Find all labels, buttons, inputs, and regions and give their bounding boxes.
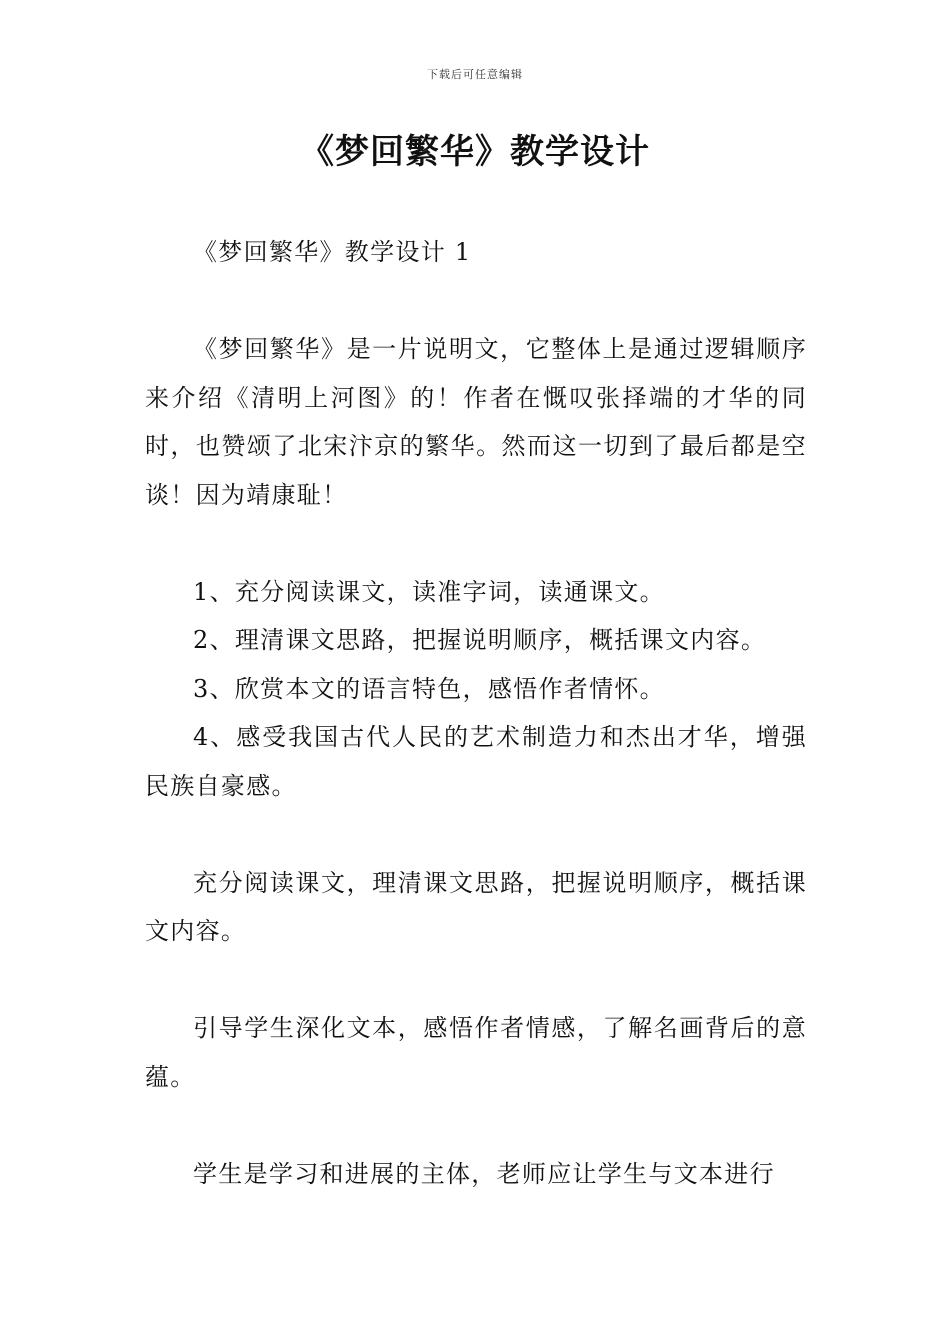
header-note: 下载后可任意编辑 [427, 68, 523, 81]
goal-item-4: 4、感受我国古代人民的艺术制造力和杰出才华，增强民族自豪感。 [145, 723, 807, 800]
goal-item-1: 1、充分阅读课文，读准字词，读通课文。 [193, 577, 665, 606]
section-subtitle: 《梦回繁华》教学设计 1 [193, 238, 472, 266]
method-paragraph: 学生是学习和进展的主体，老师应让学生与文本进行 [193, 1159, 775, 1188]
paragraph-gap [145, 810, 807, 859]
goal-item-3: 3、欣赏本文的语言特色，感悟作者情怀。 [193, 674, 665, 703]
paragraph-gap [145, 277, 807, 326]
document-body [145, 228, 807, 1198]
paragraph-gap [145, 519, 807, 568]
goal-item-2: 2、理清课文思路，把握说明顺序，概括课文内容。 [193, 626, 767, 654]
paragraph-gap [145, 956, 807, 1005]
intro-paragraph: 《梦回繁华》是一片说明文，它整体上是通过逻辑顺序来介绍《清明上河图》的！作者在慨叹张择端的才华的同时，也赞颂了北宋汴京的繁华。然而这一切到了最后都是空谈！因为靖康耻！ [145, 335, 807, 509]
key-point-paragraph: 充分阅读课文，理清课文思路，把握说明顺序，概括课文内容。 [145, 868, 807, 945]
document-title: 《梦回繁华》教学设计 [300, 132, 650, 172]
paragraph-gap [145, 1101, 807, 1150]
difficult-point-paragraph: 引导学生深化文本，感悟作者情感，了解名画背后的意蕴。 [145, 1014, 807, 1091]
